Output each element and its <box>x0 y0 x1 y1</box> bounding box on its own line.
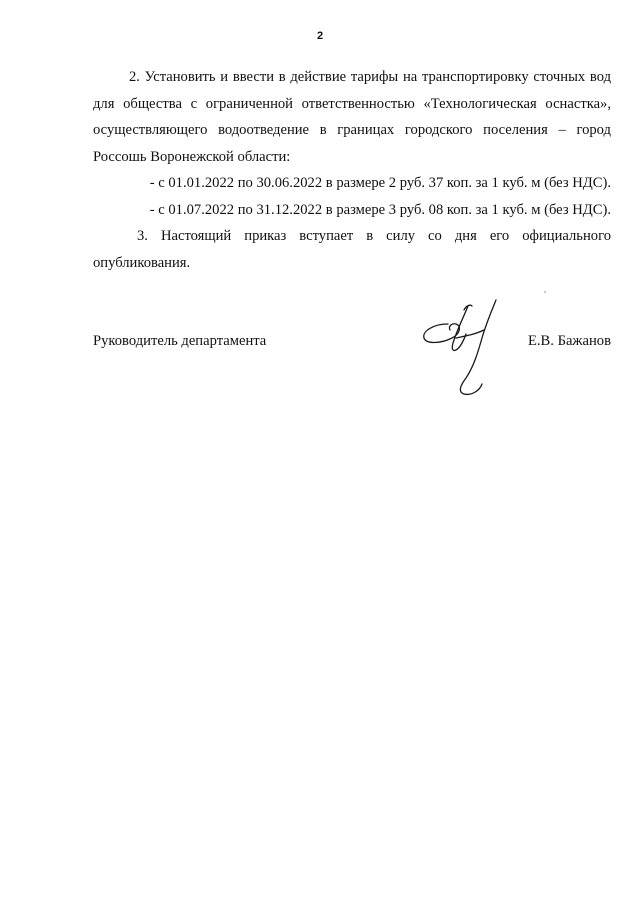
document-body <box>93 64 611 276</box>
signatory-position: Руководитель департамента <box>93 333 267 349</box>
signature-block <box>93 330 611 354</box>
paragraph-3: 3. Настоящий приказ вступает в силу со дня его официального опубликования. <box>93 228 611 271</box>
tariff-item-1: - с 01.01.2022 по 30.06.2022 в размере 2 руб. 37 коп. за 1 куб. м (без НДС). <box>149 175 611 191</box>
handwritten-signature <box>418 294 514 404</box>
signatory-name: Е.В. Бажанов <box>527 333 611 349</box>
tariff-item-2: - с 01.07.2022 по 31.12.2022 в размере 3 руб. 08 коп. за 1 куб. м (без НДС). <box>149 201 611 218</box>
page-number: 2 <box>316 30 324 42</box>
paragraph-2: 2. Установить и ввести в действие тарифы на транспортировку сточных вод для общества с ограниченной ответственностью «Технологическая оснастка», осуществляющего водоотведение в границах городского поселения – город Россошь Воронежской области: <box>93 69 611 165</box>
scan-speck <box>544 291 546 293</box>
